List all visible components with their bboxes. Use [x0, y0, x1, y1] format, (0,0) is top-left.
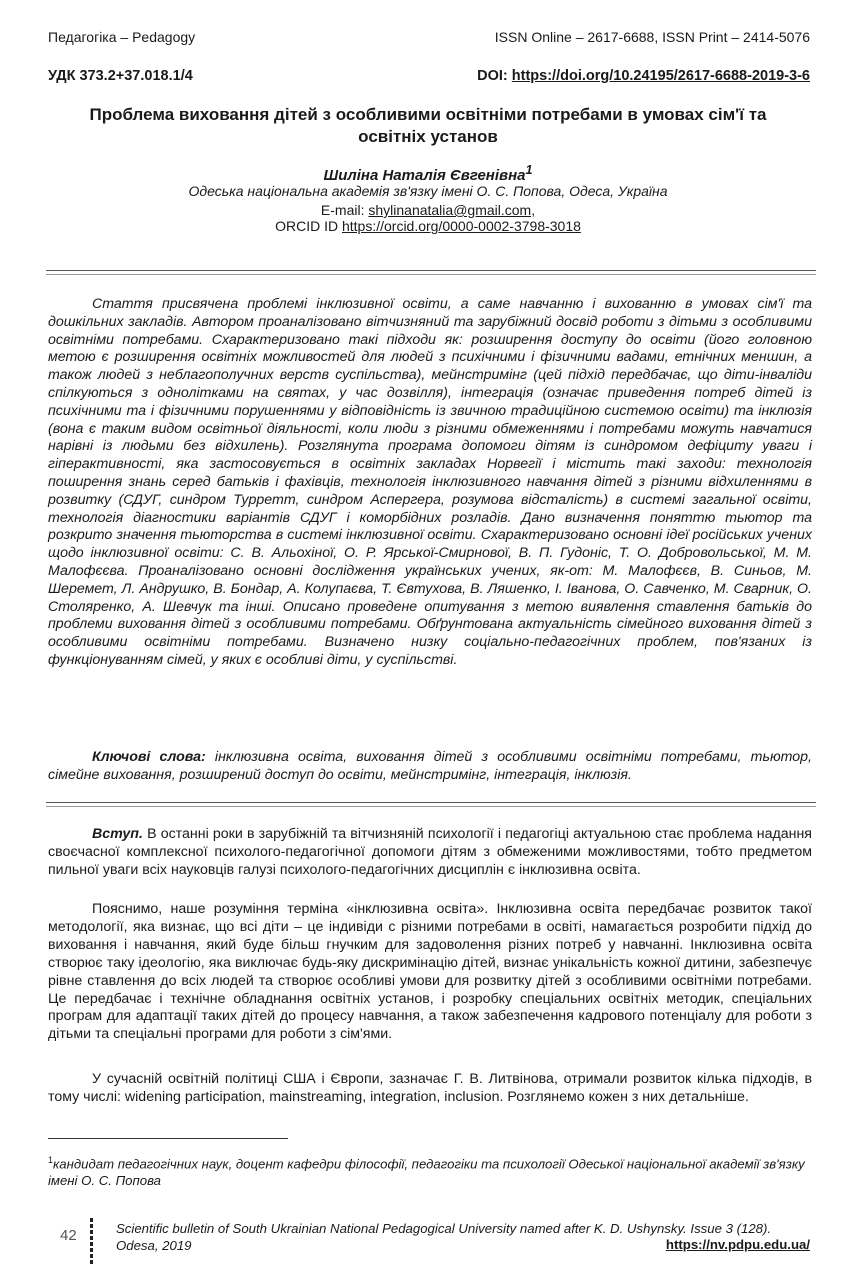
author-orcid — [0, 218, 856, 234]
body-paragraph-3: У сучасній освітній політиці США і Європи, зазначає Г. В. Литвінова, отримали розвиток кілька підходів, в тому числі: widening participation, mainstreaming, integration, inclusion. Розглянемо кожен з них детальніше. — [48, 1071, 812, 1105]
footer-bulletin: Scientific bulletin of South Ukrainian National Pedagogical University named after K. D. Ushynsky. Issue 3 (128). Odesa, 2019 — [116, 1221, 772, 1253]
footnote-rule — [48, 1138, 288, 1139]
abstract: Стаття присвячена проблемі інклюзивної освіти, а саме навчанню і вихованню в умовах сім'ї та дошкільних закладів. Автором проаналізовано вітчизняний та зарубіжний досвід роботи з дітьми з особливими освітніми потребами. Схарактеризовано такі підходи як: розширення доступу до освіти (його головною метою є розширення освітніх можливостей для людей з психічними і фізичними вадами, етнічних меншин, а також людей з неблагополучних верств суспільства), мейнстримінг (цей підхід передбачає, що діти-інваліди спілкуються з однолітками на святах, у час дозвілля), інтеграція (означає приведення потреб дітей із психічними та і фізичними порушеннями у відповідність із звичною традиційною системою освіти) та інклюзія (вона є таким видом освітньої діяльності, коли люди з різними обмеженнями і потребами можуть навчатися нарівні із людьми без відхилень). Розглянута програма допомоги дітям із синдромом дефіциту уваги і гіперактивності, яка застосовується в освітніх закладах Норвегії і містить такі заходи: технологія поширення знань серед батьків і фахівців, технологія інклюзивного навчання дітей з різними відхиленнями в розвитку (СДУГ, синдром Турретт, синдром Аспергера, розумова відсталість) в системі загальної освіти, технологія діагностики варіантів СДУГ і коморбідних розладів. Дано визначення поняттю тьютор та розкрито значення тьюторства в системі інклюзивної освіти. Схарактеризовано основні ідеї російських учених щодо інклюзивної освіти: С. В. Альохіної, О. Р. Ярської-Смирнової, В. П. Гудоніс, Т. О. Добровольської, М. М. Малофєєва. Проаналізовано основні дослідження українських учених, як-от: М. Малофєєв, В. Синьов, М. Шеремет, Л. Андрушко, В. Бондар, А. Колупаєва, Т. Євтухова, В. Ляшенко, І. Іванова, О. Савченко, М. Сварник, О. Столяренко, А. Шевчук та інші. Описано проведене опитування з метою виявлення ставлення батьків до проблеми виховання дітей з особливими потребами. Обґрунтована актуальність сімейного виховання дітей з особливими освітніми потребами. Визначено низку соціально-педагогічних проблем, пов'язаних із функціонуванням сімей, у яких є особливі діти, у суспільстві. — [48, 296, 812, 668]
footnote — [48, 1152, 812, 1189]
orcid-link[interactable]: https://orcid.org/0000-0002-3798-3018 — [341, 218, 581, 234]
doi-link[interactable]: https://doi.org/10.24195/2617-6688-2019-3-6 — [511, 68, 810, 84]
doi-label: DOI: — [477, 68, 512, 84]
orcid-label: ORCID ID — [275, 218, 342, 234]
keywords — [48, 749, 812, 785]
article-title: Проблема виховання дітей з особливими освітніми потребами в умовах сім'ї та освітніх установ — [89, 105, 767, 146]
intro-text: В останні роки в зарубіжній та вітчизняній психології і педагогіці актуальною стає проблема надання своєчасної комплексної психолого-педагогічної допомоги дітям з обмеженими можливостями, тобто предметом пильної уваги всіх науковців галузі психолого-педагогічних дисциплін є інклюзивна освіта. — [48, 826, 812, 878]
footnote-text: кандидат педагогічних наук, доцент кафедри філософії, педагогіки та психології Одеської національної академії зв'язку імені О. С. Попова — [48, 1156, 805, 1189]
page-number: 42 — [60, 1227, 77, 1244]
body-paragraph-2: Пояснимо, наше розуміння терміна «інклюзивна освіта». Інклюзивна освіта передбачає розвиток такої методології, яка визнає, що всі діти – це індивіди с різними потребами в освіті, намагається розробити підхід до виховання і навчання, який буде більш гнучким для задоволення різних потреб у навчанні. Інклюзивна освіта створює таку ідеологію, яка виключає будь-яку дискримінацію дітей, визнає унікальність кожної дитини, забезпечує рівне ставлення до всіх людей та створює особливі умови для розвитку дітей з особливими освітніми потребами. Це передбачає і технічне обладнання освітніх установ, і розробку спеціальних освітніх методик, спеціальних програм для адаптації таких дітей до процесу навчання, а також забезпечення кадрового потенціалу для роботи з дітьми та спеціальні програми для роботи з сім'ями. — [48, 901, 812, 1043]
author-email — [0, 202, 856, 218]
doi — [477, 68, 810, 84]
body-paragraph-intro — [48, 826, 812, 880]
email-label: E-mail: — [320, 202, 369, 218]
author-affiliation: Одеська національна академія зв'язку імені О. С. Попова, Одеса, Україна — [188, 183, 668, 199]
footer-divider — [90, 1218, 93, 1266]
footer-site-link[interactable]: https://nv.pdpu.edu.ua/ — [665, 1237, 810, 1252]
abstract-top-rule — [46, 270, 816, 271]
abstract-bottom-rule-thin — [46, 806, 816, 807]
keywords-text: інклюзивна освіта, виховання дітей з особливими освітніми потребами, тьютор, сімейне виховання, розширений доступ до освіти, мейнстримінг, інтеграція, інклюзія. — [48, 749, 812, 783]
keywords-label: Ключові слова: — [92, 749, 206, 765]
abstract-bottom-rule — [46, 802, 816, 803]
abstract-top-rule-thin — [46, 274, 816, 275]
intro-label: Вступ. — [92, 826, 143, 842]
footnote-mark: 1 — [48, 1155, 54, 1165]
email-link[interactable]: shylinanatalia@gmail.com, — [368, 202, 536, 218]
author-name-text: Шиліна Наталія Євгенівна — [323, 167, 526, 184]
running-header-left: Педагогіка – Pedagogy — [48, 29, 196, 45]
udc-code: УДК 373.2+37.018.1/4 — [48, 68, 193, 84]
author-footnote-mark: 1 — [525, 163, 533, 177]
running-header-right: ISSN Online – 2617-6688, ISSN Print – 2414-5076 — [494, 29, 810, 45]
author-name — [0, 163, 856, 184]
